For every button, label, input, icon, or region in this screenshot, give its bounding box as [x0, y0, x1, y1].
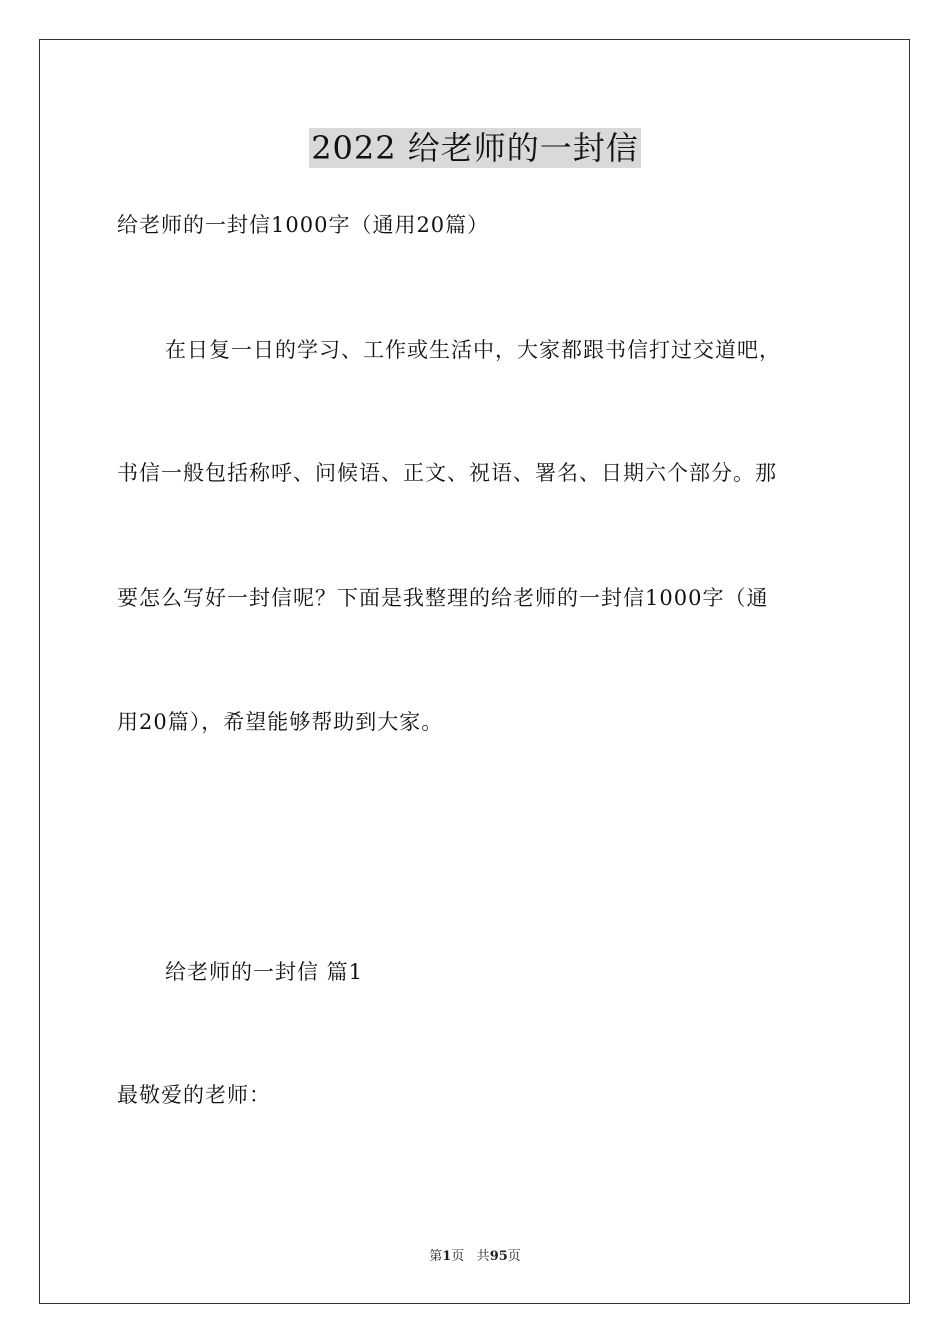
document-title: 2022 给老师的一封信: [311, 129, 639, 167]
footer-page-prefix: 第: [429, 1249, 443, 1264]
footer-page-suffix: 页: [451, 1249, 465, 1264]
document-subtitle: 给老师的一封信1000字（通用20篇）: [117, 213, 490, 237]
intro-line-2: 书信一般包括称呼、问候语、正文、祝语、署名、日期六个部分。那: [117, 461, 777, 485]
footer-total-suffix: 页: [507, 1249, 521, 1264]
section-heading: 给老师的一封信 篇1: [165, 960, 364, 984]
footer-page-number: 1: [442, 1249, 452, 1264]
footer-total-prefix: 共: [476, 1249, 490, 1264]
page-footer: [0, 1248, 950, 1266]
salutation: 最敬爱的老师：: [117, 1083, 271, 1107]
title-container: [0, 128, 950, 168]
footer-total-pages: 95: [489, 1249, 508, 1264]
intro-line-4: 用20篇），希望能够帮助到大家。: [117, 710, 444, 734]
intro-line-3: 要怎么写好一封信呢？下面是我整理的给老师的一封信1000字（通: [117, 586, 769, 610]
intro-line-1: 在日复一日的学习、工作或生活中，大家都跟书信打过交道吧，: [165, 338, 781, 362]
